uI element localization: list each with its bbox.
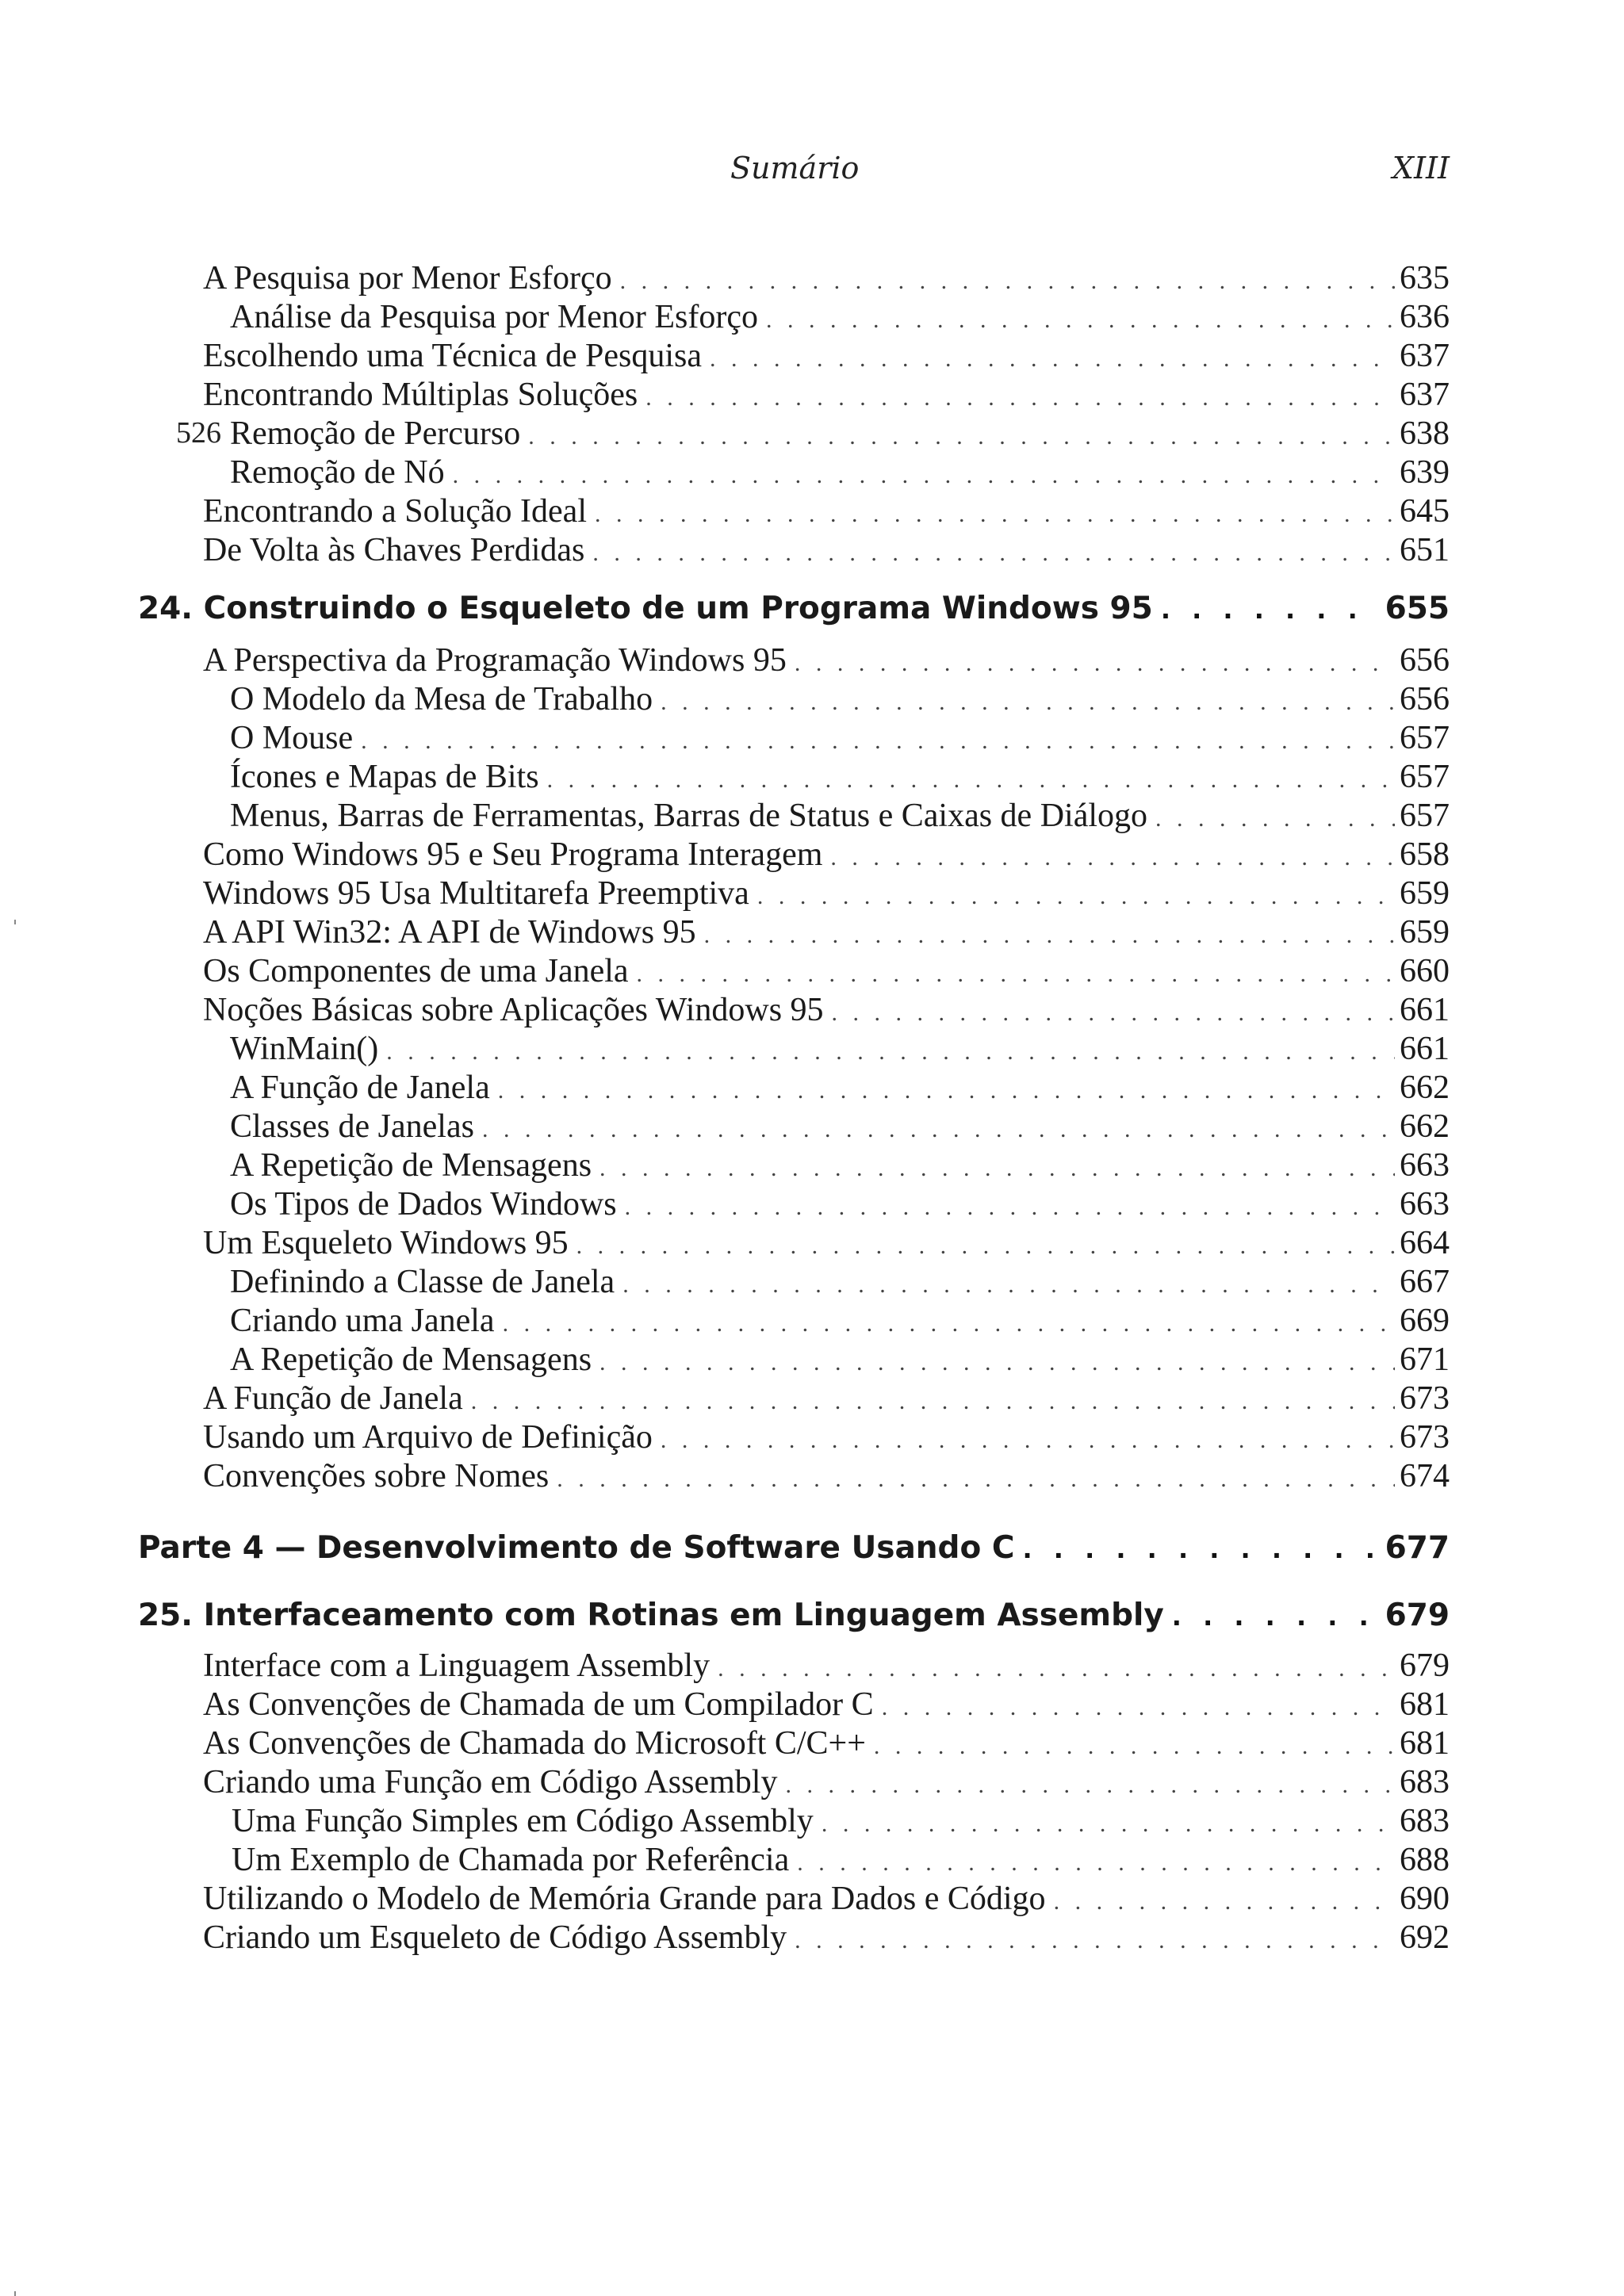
scan-margin-mark [14, 920, 16, 924]
toc-entry [230, 1145, 1450, 1186]
toc-entry-title: Remoção de Percurso [230, 415, 521, 452]
toc-entry [230, 452, 1450, 493]
toc-heading [138, 1595, 1450, 1636]
toc-entry-page-number: 657 [1400, 720, 1450, 756]
toc-entry [230, 1339, 1450, 1380]
toc-entry [203, 530, 1450, 571]
toc-entry [203, 1456, 1450, 1497]
toc-entry [203, 374, 1450, 415]
toc-entry-page-number: 639 [1400, 454, 1450, 491]
toc-entry-title: Escolhendo uma Técnica de Pesquisa [203, 338, 703, 374]
toc-entry-title: De Volta às Chaves Perdidas [203, 532, 585, 568]
toc-entry-title: Criando uma Função em Código Assembly [203, 1764, 778, 1800]
toc-entry-title: Menus, Barras de Ferramentas, Barras de Status e Caixas de Diálogo [230, 798, 1148, 834]
toc-entry-page-number: 656 [1400, 642, 1450, 679]
toc-entry [203, 1684, 1450, 1725]
toc-entry [230, 1261, 1450, 1303]
toc-entry-title: Remoção de Nó [230, 454, 445, 491]
toc-entry-page-number: 679 [1400, 1647, 1450, 1684]
running-header [0, 151, 1624, 206]
margin-note: 526 [176, 416, 221, 450]
toc-entry-page-number: 669 [1400, 1303, 1450, 1339]
toc-entry [230, 756, 1450, 798]
toc-entry-title: 25. Interfaceamento com Rotinas em Linguagem Assembly [138, 1598, 1164, 1633]
toc-entry [203, 834, 1450, 875]
toc-heading [138, 588, 1450, 629]
dot-leader [557, 1459, 1395, 1500]
toc-entry [203, 1378, 1450, 1419]
toc-entry [203, 335, 1450, 377]
toc-entry-page-number: 663 [1400, 1147, 1450, 1184]
toc-entry-title: Criando uma Janela [230, 1303, 495, 1339]
toc-entry-page-number: 637 [1400, 377, 1450, 413]
toc-entry-title: As Convenções de Chamada do Microsoft C/C++ [203, 1725, 866, 1762]
toc-entry-page-number: 667 [1400, 1264, 1450, 1300]
toc-entry [203, 1917, 1450, 1958]
toc-entry-title: Noções Básicas sobre Aplicações Windows 95 [203, 992, 824, 1028]
toc-entry-title: A Função de Janela [230, 1070, 490, 1106]
toc-entry [230, 297, 1450, 338]
toc-entry-page-number: 635 [1400, 260, 1450, 297]
toc-entry-title: Utilizando o Modelo de Memória Grande para Dados e Código [203, 1881, 1046, 1917]
toc-entry-title: Definindo a Classe de Janela [230, 1264, 615, 1300]
toc-entry-page-number: 651 [1400, 532, 1450, 568]
toc-entry-title: A Repetição de Mensagens [230, 1341, 592, 1378]
toc-entry-title: Usando um Arquivo de Definição [203, 1419, 653, 1456]
toc-entry [203, 951, 1450, 992]
toc-entry-title: Convenções sobre Nomes [203, 1458, 550, 1494]
toc-entry-title: A API Win32: A API de Windows 95 [203, 914, 696, 951]
toc-entry-page-number: 681 [1400, 1725, 1450, 1762]
toc-entry-page-number: 638 [1400, 415, 1450, 452]
toc-entry [203, 1417, 1450, 1458]
toc-entry-title: Um Esqueleto Windows 95 [203, 1225, 569, 1261]
toc-entry [203, 640, 1450, 681]
toc-entry-title: Classes de Janelas [230, 1108, 474, 1145]
toc-entry [203, 1723, 1450, 1764]
toc-entry-page-number: 636 [1400, 299, 1450, 335]
toc-entry [230, 795, 1450, 836]
toc-entry [232, 1800, 1450, 1842]
toc-entry-page-number: 662 [1400, 1108, 1450, 1145]
toc-entry-page-number: 661 [1400, 992, 1450, 1028]
toc-entry-title: Ícones e Mapas de Bits [230, 759, 539, 795]
toc-entry [203, 1762, 1450, 1803]
running-header-page-number: XIII [1392, 151, 1450, 186]
toc-entry-title: Uma Função Simples em Código Assembly [232, 1803, 814, 1839]
toc-entry-page-number: 671 [1400, 1341, 1450, 1378]
toc-entry-page-number: 659 [1400, 875, 1450, 912]
toc-entry-page-number: 658 [1400, 836, 1450, 873]
toc-entry-page-number: 683 [1400, 1803, 1450, 1839]
toc-entry-page-number: 673 [1400, 1419, 1450, 1456]
toc-entry-title: A Função de Janela [203, 1380, 463, 1417]
dot-leader [795, 1920, 1395, 1961]
toc-entry-title: Como Windows 95 e Seu Programa Interagem [203, 836, 823, 873]
toc-entry-title: Os Componentes de uma Janela [203, 953, 629, 989]
toc-entry-title: 24. Construindo o Esqueleto de um Programa Windows 95 [138, 591, 1153, 626]
toc-entry-page-number: 683 [1400, 1764, 1450, 1800]
toc-entry-page-number: 673 [1400, 1380, 1450, 1417]
toc-entry [230, 1300, 1450, 1341]
toc-entry-page-number: 677 [1385, 1530, 1450, 1566]
toc-entry [203, 1878, 1450, 1919]
toc-entry-page-number: 681 [1400, 1686, 1450, 1723]
toc-entry [230, 1106, 1450, 1147]
toc-entry-page-number: 657 [1400, 798, 1450, 834]
scan-margin-mark [14, 2291, 16, 2296]
toc-entry-title: Encontrando a Solução Ideal [203, 493, 587, 530]
toc-entry-title: As Convenções de Chamada de um Compilador C [203, 1686, 874, 1723]
toc-entry-page-number: 679 [1385, 1598, 1450, 1633]
running-header-title: Sumário [730, 151, 860, 186]
toc-entry-title: Um Exemplo de Chamada por Referência [232, 1842, 790, 1878]
dot-leader [1172, 1596, 1381, 1637]
toc-entry-title: Parte 4 — Desenvolvimento de Software Usando C [138, 1530, 1015, 1566]
toc-entry-title: Encontrando Múltiplas Soluções [203, 377, 638, 413]
toc-entry-page-number: 637 [1400, 338, 1450, 374]
toc-entry-page-number: 661 [1400, 1031, 1450, 1067]
toc-entry-page-number: 674 [1400, 1458, 1450, 1494]
toc-entry [230, 1067, 1450, 1108]
toc-entry-page-number: 656 [1400, 681, 1450, 718]
toc-entry [230, 1184, 1450, 1225]
toc-entry-title: O Modelo da Mesa de Trabalho [230, 681, 653, 718]
toc-entry [230, 1028, 1450, 1070]
toc-entry-page-number: 662 [1400, 1070, 1450, 1106]
toc-entry-title: O Mouse [230, 720, 354, 756]
toc-entry-page-number: 663 [1400, 1186, 1450, 1223]
toc-entry [203, 491, 1450, 532]
dot-leader [1022, 1529, 1380, 1570]
toc-entry [232, 1839, 1450, 1881]
toc-entry-page-number: 657 [1400, 759, 1450, 795]
toc-entry [203, 1223, 1450, 1264]
toc-entry [230, 413, 1450, 454]
toc-entry-title: Análise da Pesquisa por Menor Esforço [230, 299, 759, 335]
toc-entry-page-number: 660 [1400, 953, 1450, 989]
toc-entry-title: A Repetição de Mensagens [230, 1147, 592, 1184]
toc-entry-page-number: 688 [1400, 1842, 1450, 1878]
toc-entry-title: WinMain() [230, 1031, 379, 1067]
toc-entry [230, 679, 1450, 720]
toc-entry-title: A Perspectiva da Programação Windows 95 [203, 642, 787, 679]
toc-entry-title: Criando um Esqueleto de Código Assembly [203, 1919, 787, 1956]
toc-entry [203, 989, 1450, 1031]
toc-entry [230, 718, 1450, 759]
toc-entry-title: Windows 95 Usa Multitarefa Preemptiva [203, 875, 749, 912]
dot-leader [592, 533, 1395, 574]
toc-entry-page-number: 659 [1400, 914, 1450, 951]
toc-entry [203, 912, 1450, 953]
toc-entry [203, 258, 1450, 299]
toc-entry [203, 873, 1450, 914]
toc-entry-page-number: 655 [1385, 591, 1450, 626]
toc-entry-title: Interface com a Linguagem Assembly [203, 1647, 710, 1684]
toc-entry-page-number: 690 [1400, 1881, 1450, 1917]
toc-entry-page-number: 692 [1400, 1919, 1450, 1956]
toc-heading [138, 1528, 1450, 1569]
toc-entry-title: Os Tipos de Dados Windows [230, 1186, 617, 1223]
toc-entry-page-number: 645 [1400, 493, 1450, 530]
dot-leader [1161, 589, 1381, 630]
toc-entry [203, 1645, 1450, 1686]
toc-entry-title: A Pesquisa por Menor Esforço [203, 260, 612, 297]
toc-entry-page-number: 664 [1400, 1225, 1450, 1261]
